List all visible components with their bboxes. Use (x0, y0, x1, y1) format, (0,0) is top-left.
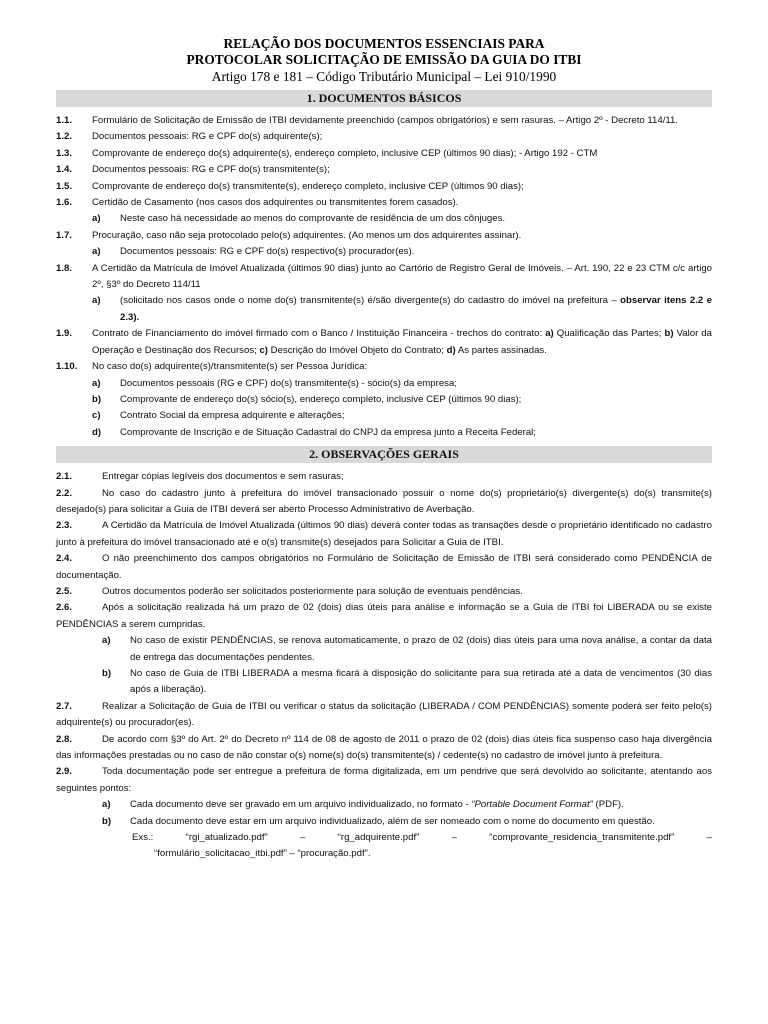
sub-item-text: Comprovante de endereço do(s) sócio(s), endereço completo, inclusive CEP (últimos 90 dias); (120, 393, 522, 405)
section-1-list (56, 113, 712, 441)
item-number: 2.6. (56, 602, 73, 614)
item-text: Outros documentos poderão ser solicitados posteriormente para solução de eventuais pendências. (102, 585, 523, 597)
sub-item (56, 293, 712, 326)
list-item (56, 551, 712, 584)
item-text: A Certidão da Matrícula de Imóvel Atualizada (últimos 90 dias) junto ao Cartório de Registro Geral de Imóveis. – Art. 190, 22 e 23 CTM c/c artigo 2º, §3º do Decreto 114/11 (92, 262, 712, 291)
sub-item-letter: d) (92, 426, 102, 438)
section-2-heading: 2. OBSERVAÇÕES GERAIS (56, 446, 712, 463)
sub-item-letter: b) (102, 668, 112, 679)
item-text: Procuração, caso não seja protocolado pelo(s) adquirentes. (Ao menos um dos adquirentes assinar). (92, 229, 522, 241)
item-number: 1.5. (56, 180, 73, 192)
item-number: 2.4. (56, 553, 73, 565)
list-item (56, 732, 712, 765)
sub-item (56, 814, 712, 830)
item-number: 2.9. (56, 766, 73, 778)
document-header (56, 36, 712, 85)
separator-dash: – (706, 832, 712, 844)
sub-item-letter: a) (102, 635, 111, 647)
list-item (56, 584, 712, 600)
item-body: Contrato de Financiamento do imóvel firmado com o Banco / Instituição Financeira - trechos do contrato: (92, 328, 543, 340)
header-line-3: Artigo 178 e 181 – Código Tributário Municipal – Lei 910/1990 (211, 69, 557, 84)
item-number: 2.8. (56, 733, 73, 745)
list-item (56, 600, 712, 633)
sub-item-letter: b) (92, 393, 102, 405)
item-part-c: Descrição do Imóvel Objeto do Contrato; (270, 344, 444, 356)
sub-item-text: Contrato Social da empresa adquirente e alterações; (120, 410, 345, 422)
filename-examples (56, 830, 712, 863)
list-item (56, 261, 712, 294)
item-text: Após a solicitação realizada há um prazo de 02 (dois) dias úteis para análise e informação se a Guia de ITBI foi LIBERADA ou se existe PENDÊNCIAS a serem cumpridas. (56, 602, 712, 630)
item-number: 1.6. (56, 197, 73, 209)
item-part-d: As partes assinadas. (457, 344, 547, 356)
sub-item-text: Cada documento deve estar em um arquivo individualizado, além de ser nomeado com o nome do documento em questão. (130, 815, 655, 827)
item-text: Toda documentação pode ser entregue a prefeitura de forma digitalizada, em um pendrive que será devolvido ao solicitante, atentando aos seguintes pontos: (56, 766, 712, 794)
sub-item-text: Documentos pessoais: RG e CPF do(s) respectivo(s) procurador(es). (120, 246, 415, 258)
pdf-format-name: “Portable Document Format” (471, 799, 593, 811)
sub-item-text: Neste caso há necessidade ao menos do comprovante de residência de um dos cônjuges. (120, 213, 506, 225)
sub-item (56, 244, 712, 260)
sub-item (56, 408, 712, 424)
item-number: 1.7. (56, 229, 73, 241)
item-text: No caso do(s) adquirente(s)/transmitente(s) ser Pessoa Jurídica: (92, 361, 368, 373)
sub-item (56, 211, 712, 227)
list-item (56, 486, 712, 519)
item-text: De acordo com §3º do Art. 2º do Decreto nº 114 de 08 de agosto de 2011 o prazo de 02 (dois) dias úteis fica suspenso caso haja divergência das informações prestadas ou no caso de não constar o(s) nome(s) do(s) transmitente(s) / cedente(s) no cadastro de imóvel junto à prefeitura. (56, 733, 712, 762)
sub-item-letter: a) (102, 799, 111, 811)
section-1-heading: 1. DOCUMENTOS BÁSICOS (56, 90, 712, 107)
item-letter-b: b) (664, 328, 674, 340)
item-part-a: Qualificação das Partes; (556, 328, 662, 340)
item-text: Realizar a Solicitação de Guia de ITBI ou verificar o status da solicitação (LIBERADA / COM PENDÊNCIAS) somente poderá ser feito pelo(s) adquirente(s) ou procurador(es). (56, 700, 712, 729)
section-2-list (56, 469, 712, 863)
list-item (56, 764, 712, 797)
list-item (56, 699, 712, 732)
sub-item-letter: b) (102, 815, 112, 827)
sub-item-bold-note: observar itens 2.2 e 2.3). (120, 295, 712, 323)
sub-item-text (130, 797, 712, 813)
item-number: 1.10. (56, 361, 78, 373)
sub-item-letter: a) (92, 295, 101, 307)
item-number: 1.9. (56, 328, 73, 340)
example-filename: “rg_adquirente.pdf” (337, 832, 420, 844)
item-text: Comprovante de endereço do(s) adquirente(s), endereço completo, inclusive CEP (últimos 90 dias); - Artigo 192 - CTM (92, 147, 598, 159)
item-number: 1.2. (56, 131, 73, 143)
item-text: Formulário de Solicitação de Emissão de ITBI devidamente preenchido (campos obrigatórios) e sem rasuras. – Artigo 2º - Decreto 114/11. (92, 115, 678, 126)
example-filename: “rgi_atualizado.pdf” (185, 832, 268, 844)
sub-item-text: No caso de existir PENDÊNCIAS, se renova automaticamente, o prazo de 02 (dois) dias úteis para uma nova análise, a contar da data de entrega das documentações pendentes. (130, 635, 712, 663)
item-number: 1.4. (56, 164, 73, 176)
item-letter-a: a) (545, 328, 554, 340)
list-item (56, 469, 712, 485)
list-item (56, 228, 712, 244)
example-filename: “comprovante_residencia_transmitente.pdf” (489, 832, 675, 844)
example-filenames-line-2: “formulário_solicitacao_itbi.pdf” – “procuração.pdf”. (154, 848, 371, 860)
sub-item (56, 797, 712, 813)
item-part-b: Valor da Operação e Destinação dos Recursos; (92, 328, 712, 356)
item-text: A Certidão da Matrícula de Imóvel Atualizada (últimos 90 dias) deverá conter todas as transações desde o proprietário identificado no cadastro junto à prefeitura do imóvel transacionado até e o(s) transmite(s) desejados para Solicitar a Guia de ITBI. (56, 520, 712, 548)
sub-item-text: No caso de Guia de ITBI LIBERADA a mesma ficará à disposição do solicitante para sua retirada até a data de vencimentos (30 dias após a liberação). (130, 668, 712, 696)
sub-item (56, 425, 712, 441)
list-item (56, 113, 712, 129)
sub-item-letter: a) (92, 377, 101, 389)
item-number: 1.3. (56, 147, 73, 159)
item-text: Documentos pessoais: RG e CPF do(s) adquirente(s); (92, 131, 323, 143)
item-text: O não preenchimento dos campos obrigatórios no Formulário de Solicitação de Emissão de ITBI será considerado como PENDÊNCIA de documentação. (56, 553, 712, 581)
item-number: 2.7. (56, 700, 73, 712)
item-number: 1.8. (56, 262, 73, 274)
sub-item-letter: a) (92, 213, 101, 225)
sub-item-text: Documentos pessoais (RG e CPF) do(s) transmitente(s) - sócio(s) da empresa; (120, 377, 457, 389)
list-item (56, 162, 712, 178)
item-text: Comprovante de endereço do(s) transmitente(s), endereço completo, inclusive CEP (últimos 90 dias); (92, 180, 524, 192)
item-letter-d: d) (446, 344, 456, 356)
sub-item (56, 376, 712, 392)
separator-dash: – (451, 832, 457, 844)
sub-item-body: Cada documento deve ser gravado em um arquivo individualizado, no formato - (130, 799, 469, 811)
list-item (56, 195, 712, 211)
sub-item (56, 633, 712, 666)
list-item (56, 129, 712, 145)
item-text: Documentos pessoais: RG e CPF do(s) transmitente(s); (92, 164, 330, 176)
item-number: 2.3. (56, 520, 73, 532)
sub-item-suffix: (PDF). (595, 799, 624, 811)
sub-item-letter: c) (92, 410, 101, 422)
sub-item-text: Comprovante de Inscrição e de Situação Cadastral do CNPJ da empresa junto a Receita Federal; (120, 426, 536, 438)
sub-item-text (120, 293, 712, 326)
item-text: Certidão de Casamento (nos casos dos adquirentes ou transmitentes forem casados). (92, 197, 459, 209)
header-line-2: PROTOCOLAR SOLICITAÇÃO DE EMISSÃO DA GUIA DO ITBI (186, 52, 582, 67)
sub-item-letter: a) (92, 246, 101, 258)
item-text: No caso do cadastro junto à prefeitura do imóvel transacionado possuir o nome do(s) proprietário(s) divergente(s) do(s) transmite(s) desejado(s) para solicitar a Guia de ITBI deverá ser aberto Processo Administrativo de Averbação. (56, 487, 712, 515)
list-item (56, 326, 712, 359)
item-number: 2.1. (56, 471, 73, 483)
item-number: 2.2. (56, 487, 73, 499)
list-item (56, 359, 712, 375)
item-letter-c: c) (259, 344, 268, 356)
sub-item-body: (solicitado nos casos onde o nome do(s) transmitente(s) é/são divergente(s) do cadastro do imóvel na prefeitura – (120, 295, 617, 307)
examples-label: Exs.: (132, 832, 154, 844)
item-number: 1.1. (56, 115, 73, 126)
sub-item (56, 666, 712, 699)
item-text: Entregar cópias legíveis dos documentos e sem rasuras; (102, 471, 344, 483)
separator-dash: – (300, 832, 306, 844)
item-number: 2.5. (56, 585, 73, 597)
list-item (56, 518, 712, 551)
sub-item (56, 392, 712, 408)
item-text (92, 326, 712, 359)
header-line-1: RELAÇÃO DOS DOCUMENTOS ESSENCIAIS PARA (223, 36, 545, 51)
list-item (56, 179, 712, 195)
list-item (56, 146, 712, 162)
